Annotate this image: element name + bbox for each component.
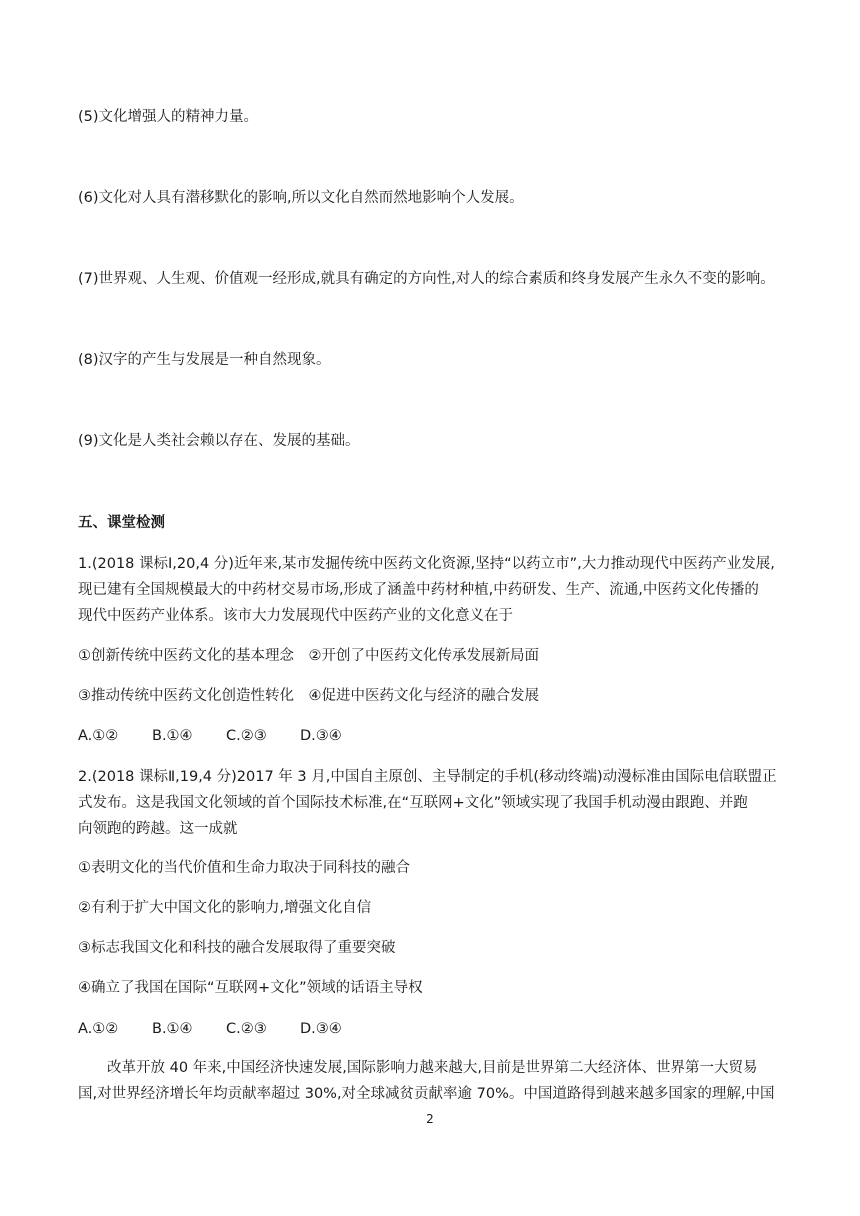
- question-2-item-1: ①表明文化的当代价值和生命力取决于同科技的融合: [78, 860, 410, 876]
- statement-6: (6)文化对人具有潜移默化的影响,所以文化自然而然地影响个人发展。: [78, 190, 524, 206]
- question-2-options: [78, 1019, 374, 1039]
- passage-line-1: 改革开放 40 年来,中国经济快速发展,国际影响力越来越大,目前是世界第二大经济体、世界第一大贸易: [107, 1060, 758, 1076]
- statement-7: (7)世界观、人生观、价值观一经形成,就具有确定的方向性,对人的综合素质和终身发展产生永久不变的影响。: [78, 271, 775, 287]
- question-2-item-2: ②有利于扩大中国文化的影响力,增强文化自信: [78, 900, 372, 916]
- question-2-item-3: ③标志我国文化和科技的融合发展取得了重要突破: [78, 940, 396, 956]
- option-c: C.②③: [226, 728, 267, 744]
- passage-line-2: 国,对世界经济增长年均贡献率超过 30%,对全球减贫贡献率逾 70%。中国道路得到越来越多国家的理解,中国: [78, 1086, 775, 1102]
- question-1-line-2: 现已建有全国规模最大的中药材交易市场,形成了涵盖中药材种植,中药研发、生产、流通,中医药文化传播的: [78, 582, 759, 598]
- option-b: B.①④: [152, 1021, 193, 1037]
- question-1-item-row-2: ③推动传统中医药文化创造性转化 ④促进中医药文化与经济的融合发展: [78, 688, 539, 704]
- question-1-line-1: 1.(2018 课标Ⅰ,20,4 分)近年来,某市发掘传统中医药文化资源,坚持“以药立市”,大力推动现代中医药产业发展,: [78, 556, 775, 572]
- statement-8: (8)汉字的产生与发展是一种自然现象。: [78, 352, 331, 368]
- option-a: A.①②: [78, 728, 119, 744]
- page-number: 2: [426, 1112, 434, 1126]
- option-d: D.③④: [300, 1021, 342, 1037]
- statement-9: (9)文化是人类社会赖以存在、发展的基础。: [78, 433, 360, 449]
- question-2-line-3: 向领跑的跨越。这一成就: [78, 821, 238, 837]
- option-b: B.①④: [152, 728, 193, 744]
- statement-5: (5)文化增强人的精神力量。: [78, 109, 259, 125]
- question-1-line-3: 现代中医药产业体系。该市大力发展现代中医药产业的文化意义在于: [78, 608, 513, 624]
- question-2-line-1: 2.(2018 课标Ⅱ,19,4 分)2017 年 3 月,中国自主原创、主导制定的手机(移动终端)动漫标准由国际电信联盟正: [78, 769, 777, 785]
- section-title: 五、课堂检测: [78, 515, 165, 531]
- option-d: D.③④: [300, 728, 342, 744]
- question-1-options: [78, 726, 374, 746]
- question-1-item-row-1: ①创新传统中医药文化的基本理念 ②开创了中医药文化传承发展新局面: [78, 648, 539, 664]
- question-2-line-2: 式发布。这是我国文化领域的首个国际技术标准,在“互联网+文化”领域实现了我国手机动漫由跟跑、并跑: [78, 795, 748, 811]
- option-c: C.②③: [226, 1021, 267, 1037]
- option-a: A.①②: [78, 1021, 119, 1037]
- question-2-item-4: ④确立了我国在国际“互联网+文化”领域的话语主导权: [78, 980, 423, 996]
